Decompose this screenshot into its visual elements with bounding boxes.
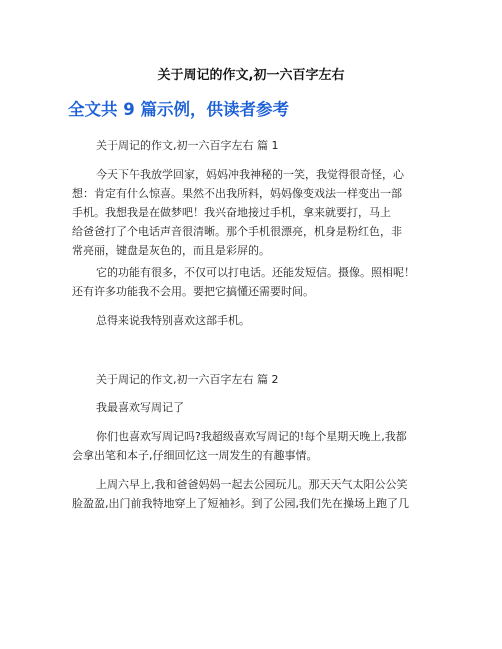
paragraph-line: 总得来说我特别喜欢这部手机。 [96,314,250,327]
article-1-paragraph-3 [72,311,444,330]
article-2-paragraph-2 [72,427,444,465]
paragraph-line: 上周六早上,我和爸爸妈妈一起去公园玩儿。那天天气太阳公公笑 [96,478,408,491]
paragraph-line: 给爸爸打了个电话声音很清晰。那个手机很漂亮，机身是粉红色，非 [72,225,402,238]
article-2-paragraph-1 [72,398,444,417]
article-1-heading [72,136,444,155]
paragraph-line: 还有许多功能我不会用。要把它搞懂还需要时间。 [72,285,314,298]
paragraph-line: 手机。我想我是在做梦吧！我兴奋地接过手机，拿来就要打，马上 [72,206,391,219]
paragraph-line: 会拿出笔和本子,仔细回忆这一周发生的有趣事情。 [72,449,318,462]
paragraph-line: 想：肯定有什么惊喜。果然不出我所料，妈妈像变戏法一样变出一部 [72,187,402,200]
article-1-paragraph-2 [72,263,444,301]
document-title: 关于周记的作文,初一六百字左右 [157,68,345,83]
article-2-paragraph-3 [72,475,444,513]
example-count-summary: 全文共 9 篇示例，供读者参考 [68,100,289,119]
article-heading: 关于周记的作文,初一六百字左右 篇 1 [96,139,279,152]
paragraph-line: 常亮丽，键盘是灰色的，而且是彩屏的。 [72,244,270,257]
article-heading: 关于周记的作文,初一六百字左右 篇 2 [96,373,279,386]
paragraph-line: 我最喜欢写周记了 [96,401,184,414]
paragraph-line: 今天下午我放学回家，妈妈冲我神秘的一笑，我觉得很奇怪，心 [96,168,404,181]
paragraph-line: 你们也喜欢写周记吗?我超级喜欢写周记的!每个星期天晚上,我都 [96,430,407,443]
paragraph-line: 它的功能有很多，不仅可以打电话。还能发短信。摄像。照相呢！ [96,266,415,279]
article-1-paragraph-1 [72,165,444,260]
paragraph-line: 脸盈盈,出门前我特地穿上了短袖衫。到了公园,我们先在操场上跑了几 [72,497,409,510]
article-2-heading [72,370,444,389]
